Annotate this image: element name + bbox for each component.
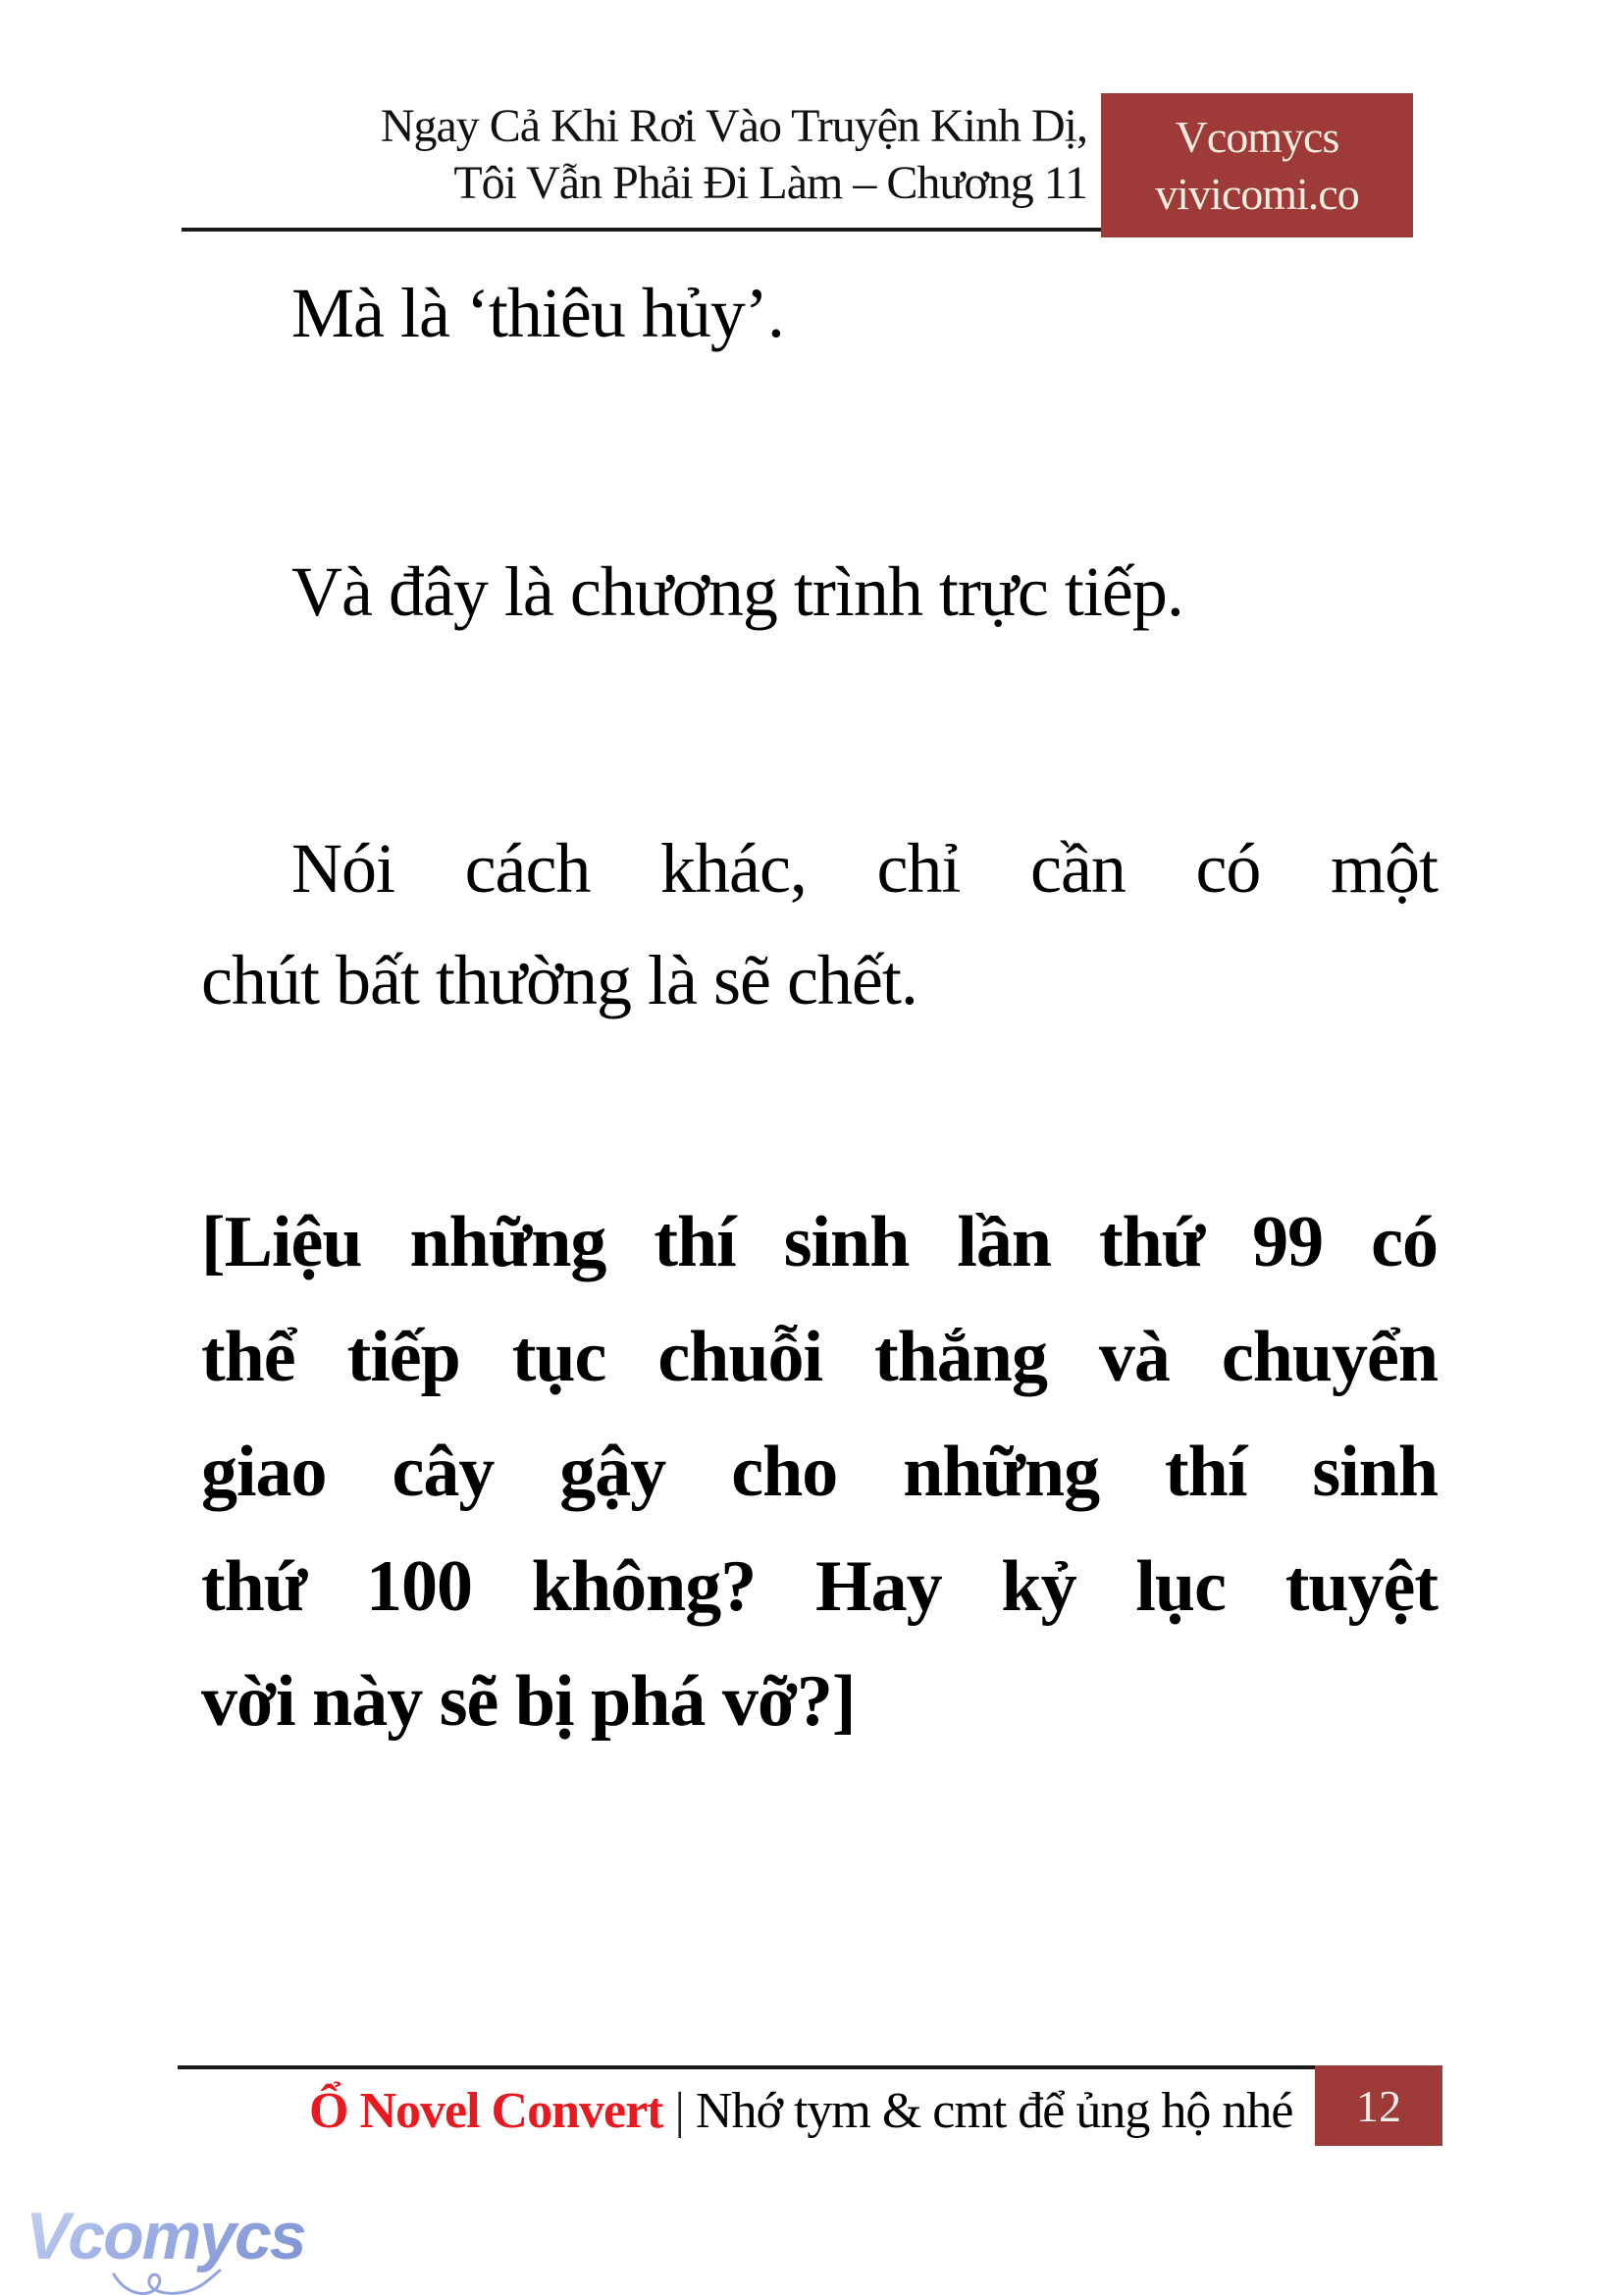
chapter-title-line1: Ngay Cả Khi Rơi Vào Truyện Kinh Dị, [380,100,1087,152]
paragraph-3-line1: Nói cách khác, chỉ cần có một [291,829,1438,908]
page-number-badge [1315,2065,1442,2146]
logo-flourish-icon [108,2265,226,2295]
footer-credit [309,2082,1292,2141]
paragraph-1 [201,257,1438,369]
header-divider [182,228,1101,232]
paragraph-4-line5: vời này sẽ bị phá vỡ?] [201,1661,856,1742]
brand-badge [1101,93,1413,237]
paragraph-4-line2: thể tiếp tục chuỗi thắng và chuyển [201,1317,1438,1397]
vcomycs-logo-watermark: Vcomycs [26,2199,305,2273]
footer-note: Nhớ tym & cmt để ủng hộ nhé [695,2083,1293,2139]
paragraph-3-line2: chút bất thường là sẽ chết. [201,941,917,1019]
footer-brand-name: Ổ Novel Convert [309,2083,663,2139]
chapter-title-line2: Tôi Vẫn Phải Đi Làm – Chương 11 [453,157,1087,209]
paragraph-4-bold [201,1185,1438,1759]
paragraph-2-text: Và đây là chương trình trực tiếp. [291,552,1183,631]
paragraph-1-text: Mà là ‘thiêu hủy’. [291,274,784,352]
brand-name: Vcomycs [1175,111,1339,162]
page-number: 12 [1356,2080,1401,2131]
paragraph-4-line3: giao cây gậy cho những thí sinh [201,1432,1438,1512]
paragraph-2 [201,536,1438,648]
paragraph-3 [201,812,1438,1036]
footer-divider [178,2065,1315,2069]
paragraph-4-line4: thứ 100 không? Hay kỷ lục tuyệt [201,1546,1438,1627]
chapter-title [182,98,1087,212]
paragraph-4-line1: [Liệu những thí sinh lần thứ 99 có [201,1202,1438,1282]
brand-site: vivicomi.co [1155,168,1359,219]
footer-separator: | [674,2083,684,2139]
